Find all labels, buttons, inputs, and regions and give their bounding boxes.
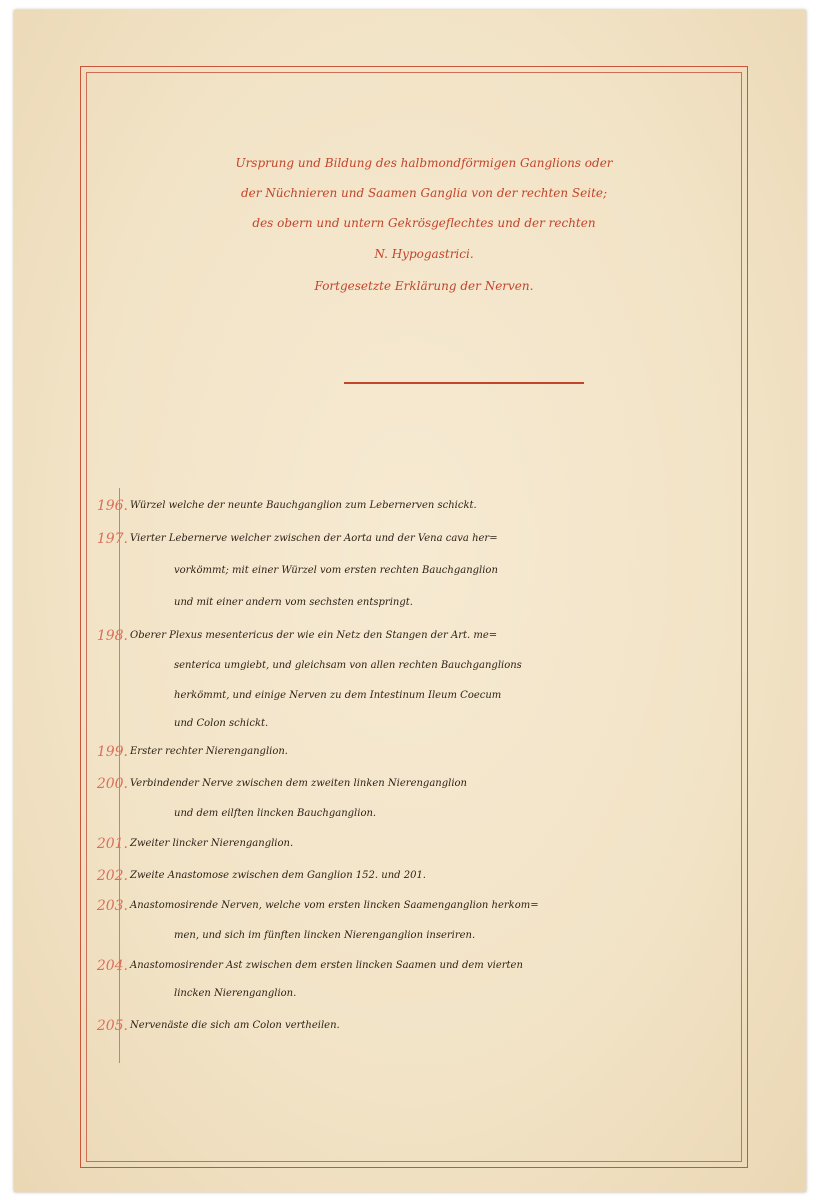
entry-line: Nervenäste die sich am Colon vertheilen. [130,1020,340,1031]
entry-number: 198. [96,628,128,644]
entry-200 [92,773,752,825]
manuscript-sheet [14,10,806,1192]
title-line-2: der Nüchnieren und Saamen Ganglia von der rechten Seite; [240,186,608,200]
entry-199 [92,741,752,763]
entry-number: 203. [96,898,128,914]
entry-202 [92,865,752,887]
entry-205 [92,1015,752,1037]
entry-line: herkömmt, und einige Nerven zu dem Intestinum Ileum Coecum [174,690,502,701]
entry-number: 200. [96,776,128,792]
entry-line: Würzel welche der neunte Bauchganglion zum Lebernerven schickt. [130,500,477,511]
entry-line: und dem eilften lincken Bauchganglion. [174,808,377,819]
entry-197 [92,528,752,614]
title-line-5: Fortgesetzte Erklärung der Nerven. [314,279,534,293]
entry-line: Erster rechter Nierenganglion. [130,746,288,757]
entry-line: und Colon schickt. [174,718,269,729]
entry-198 [92,625,752,735]
entry-number: 201. [96,836,128,852]
entry-number: 197. [96,531,128,547]
entry-number: 202. [96,868,128,884]
entry-203 [92,895,752,947]
entry-201 [92,833,752,855]
title-line-4: N. Hypogastrici. [374,247,474,261]
entry-line: lincken Nierenganglion. [174,988,297,999]
entry-number: 204. [96,958,128,974]
entry-line: Anastomosirende Nerven, welche vom ersten lincken Saamenganglion herkom= [130,900,539,911]
title-line-1: Ursprung und Bildung des halbmondförmigen Ganglions oder [235,156,613,170]
entry-line: und mit einer andern vom sechsten entspringt. [174,597,413,608]
title-line-3: des obern und untern Gekrösgeflechtes und der rechten [252,216,596,230]
entry-line: Zweiter lincker Nierenganglion. [130,838,294,849]
entry-196 [92,495,752,517]
entry-number: 199. [96,744,128,760]
entry-line: senterica umgiebt, und gleichsam von allen rechten Bauchganglions [174,660,522,671]
entry-line: Oberer Plexus mesentericus der wie ein Netz den Stangen der Art. me= [130,630,498,641]
entry-number: 196. [96,498,128,514]
entry-line: Vierter Lebernerve welcher zwischen der Aorta und der Vena cava her= [130,533,498,544]
entry-line: Anastomosirender Ast zwischen dem ersten lincken Saamen und dem vierten [130,960,523,971]
title-underline [344,382,584,384]
entry-line: men, und sich im fünften lincken Nierenganglion inseriren. [174,930,476,941]
page-title [104,148,744,302]
entry-line: Verbindender Nerve zwischen dem zweiten linken Nierenganglion [130,778,467,789]
entry-line: vorkömmt; mit einer Würzel vom ersten rechten Bauchganglion [174,565,498,576]
entry-number: 205. [96,1018,128,1034]
entry-line: Zweite Anastomose zwischen dem Ganglion 152. und 201. [130,870,426,881]
entry-list [92,495,752,1034]
entry-204 [92,955,752,1005]
